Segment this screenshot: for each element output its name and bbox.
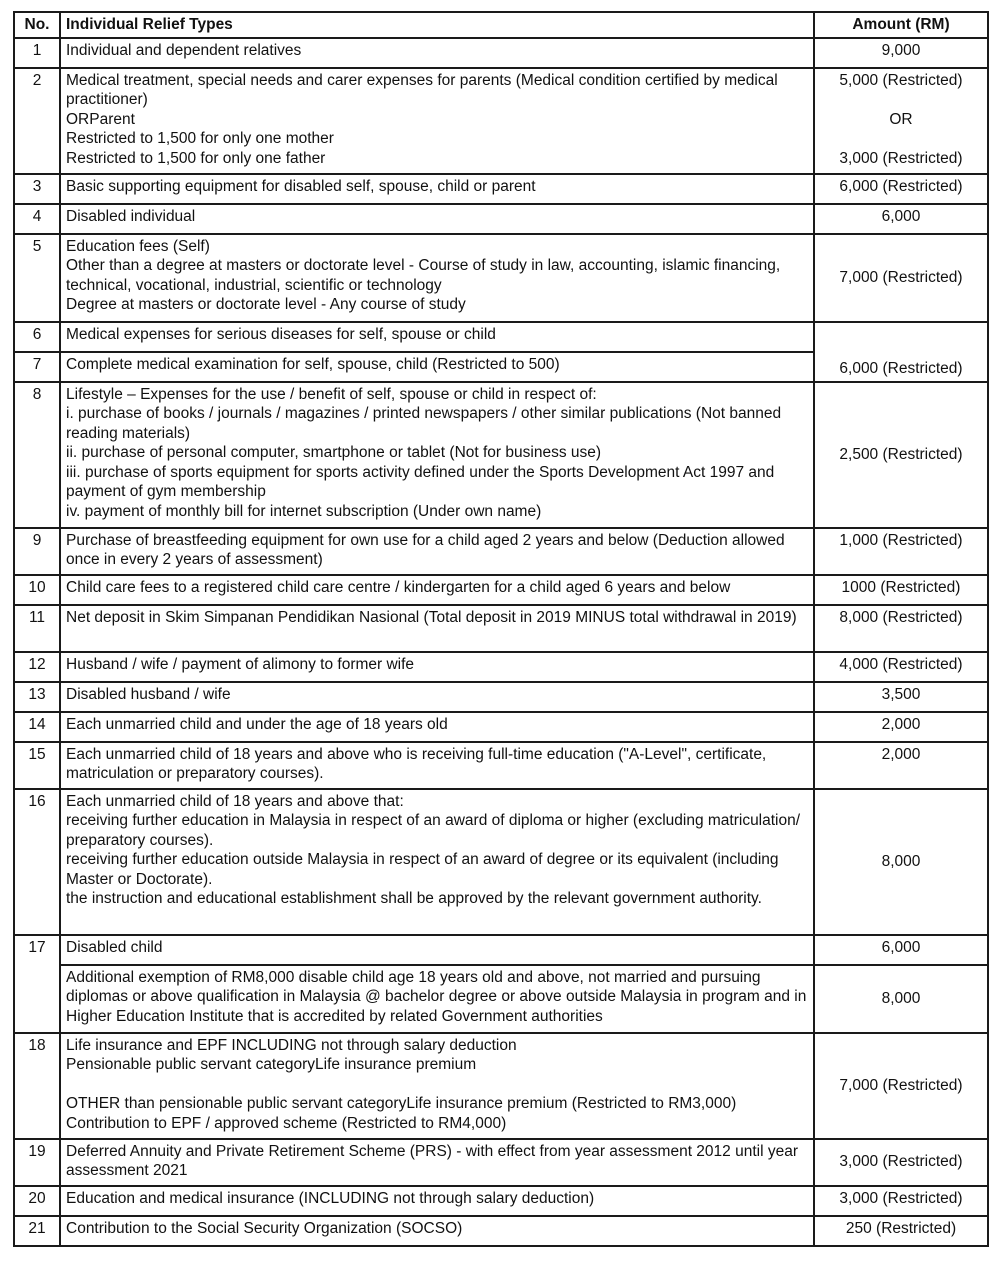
- description-line: i. purchase of books / journals / magazines / printed newspapers / other similar publications (Not banned reading materials): [66, 405, 782, 442]
- description-line: Life insurance and EPF INCLUDING not through salary deduction: [66, 1036, 517, 1054]
- amount-or: OR: [889, 110, 913, 128]
- table-row: [14, 742, 988, 789]
- row-number: 11: [14, 605, 60, 652]
- description-line: OTHER than pensionable public servant categoryLife insurance premium (Restricted to RM3,000): [66, 1095, 737, 1112]
- description-line: receiving further education outside Malaysia in respect of an award of degree or its equivalent (including Master or Doctorate).: [66, 851, 779, 888]
- table-row: [14, 1216, 988, 1246]
- relief-description: [60, 1033, 814, 1139]
- row-number: 2: [14, 68, 60, 174]
- relief-amount: 3,000 (Restricted): [814, 1139, 988, 1186]
- table-row: [14, 234, 988, 322]
- row-number: 17: [14, 935, 60, 1033]
- relief-description: Net deposit in Skim Simpanan Pendidikan Nasional (Total deposit in 2019 MINUS total withdrawal in 2019): [60, 605, 814, 652]
- row-number: 4: [14, 204, 60, 234]
- amount-father: 3,000 (Restricted): [839, 149, 963, 167]
- relief-description: Disabled individual: [60, 204, 814, 234]
- header-no: No.: [14, 12, 60, 38]
- row-number: 3: [14, 174, 60, 204]
- description-line: Each unmarried child of 18 years and above that:: [66, 792, 404, 810]
- relief-description: Additional exemption of RM8,000 disable child age 18 years old and above, not married and pursuing diplomas or above qualification in Malaysia @ bachelor degree or above outside Malaysia in program and in Higher Education Institute that is accredited by related Government authorities: [60, 965, 814, 1033]
- relief-description: Education and medical insurance (INCLUDING not through salary deduction): [60, 1186, 814, 1216]
- relief-amount: 6,000: [814, 204, 988, 234]
- row-number: 10: [14, 575, 60, 605]
- relief-amount: 8,000: [814, 965, 988, 1033]
- table-row: [14, 1033, 988, 1139]
- relief-description: Deferred Annuity and Private Retirement Scheme (PRS) - with effect from year assessment 2012 until year assessment 2021: [60, 1139, 814, 1186]
- row-number: 20: [14, 1186, 60, 1216]
- table-row: [14, 1139, 988, 1186]
- relief-amount: 6,000 (Restricted): [814, 322, 988, 382]
- relief-description: Medical expenses for serious diseases for self, spouse or child: [60, 322, 814, 352]
- table-row: [14, 68, 988, 174]
- relief-amount: 8,000: [814, 789, 988, 935]
- relief-description: Purchase of breastfeeding equipment for own use for a child aged 2 years and below (Deduction allowed once in every 2 years of assessment): [60, 528, 814, 575]
- table-row: [14, 322, 988, 352]
- relief-description: Child care fees to a registered child care centre / kindergarten for a child aged 6 years and below: [60, 575, 814, 605]
- relief-amount: 2,000: [814, 712, 988, 742]
- relief-description: Each unmarried child and under the age of 18 years old: [60, 712, 814, 742]
- relief-amount: 3,000 (Restricted): [814, 1186, 988, 1216]
- relief-amount: 1000 (Restricted): [814, 575, 988, 605]
- row-number: 5: [14, 234, 60, 322]
- description-line: Restricted to 1,500 for only one father: [66, 149, 326, 167]
- relief-amount: 3,500: [814, 682, 988, 712]
- table-row: [14, 682, 988, 712]
- description-line: Degree at masters or doctorate level - Any course of study: [66, 296, 466, 313]
- description-line: Other than a degree at masters or doctorate level - Course of study in law, accounting, islamic financing, technical, vocational, industrial, scientific or technology: [66, 257, 781, 294]
- relief-description: Basic supporting equipment for disabled self, spouse, child or parent: [60, 174, 814, 204]
- description-line: ORParent: [66, 110, 135, 128]
- row-number: 13: [14, 682, 60, 712]
- row-number: 9: [14, 528, 60, 575]
- table-row: [14, 174, 988, 204]
- relief-amount: 6,000: [814, 935, 988, 965]
- row-number: 15: [14, 742, 60, 789]
- table-row: [14, 935, 988, 965]
- relief-amount: 9,000: [814, 38, 988, 68]
- row-number: 7: [14, 352, 60, 382]
- table-row: [14, 204, 988, 234]
- row-number: 19: [14, 1139, 60, 1186]
- description-line: ii. purchase of personal computer, smartphone or tablet (Not for business use): [66, 444, 602, 461]
- description-line: receiving further education in Malaysia in respect of an award of diploma or higher (excluding matriculation/ preparatory courses).: [66, 812, 801, 849]
- row-number: 12: [14, 652, 60, 682]
- relief-description: [60, 68, 814, 174]
- table-row: [14, 712, 988, 742]
- relief-description: Husband / wife / payment of alimony to former wife: [60, 652, 814, 682]
- relief-amount: 8,000 (Restricted): [814, 605, 988, 652]
- description-line: the instruction and educational establishment shall be approved by the relevant government authority.: [66, 890, 762, 907]
- row-number: 21: [14, 1216, 60, 1246]
- relief-amount: 1,000 (Restricted): [814, 528, 988, 575]
- row-number: 18: [14, 1033, 60, 1139]
- table-row: [14, 382, 988, 528]
- relief-amount: 6,000 (Restricted): [814, 174, 988, 204]
- description-line: Medical treatment, special needs and carer expenses for parents (Medical condition certified by medical practitioner): [66, 71, 778, 108]
- relief-description: Each unmarried child of 18 years and above who is receiving full-time education ("A-Level", certificate, matriculation or preparatory courses).: [60, 742, 814, 789]
- table-row: [14, 789, 988, 935]
- relief-description: [60, 382, 814, 528]
- header-relief-type: Individual Relief Types: [60, 12, 814, 38]
- table-row: [14, 528, 988, 575]
- relief-amount: 7,000 (Restricted): [814, 1033, 988, 1139]
- row-number: 14: [14, 712, 60, 742]
- relief-description: Individual and dependent relatives: [60, 38, 814, 68]
- description-line: Pensionable public servant categoryLife insurance premium: [66, 1056, 477, 1073]
- description-line: Lifestyle – Expenses for the use / benefit of self, spouse or child in respect of:: [66, 385, 597, 403]
- relief-description: Contribution to the Social Security Organization (SOCSO): [60, 1216, 814, 1246]
- amount-mother: 5,000 (Restricted): [839, 71, 963, 89]
- table-row: [14, 1186, 988, 1216]
- row-number: 6: [14, 322, 60, 352]
- description-line: Education fees (Self): [66, 237, 210, 255]
- description-line: iv. payment of monthly bill for internet subscription (Under own name): [66, 502, 542, 520]
- relief-amount: 7,000 (Restricted): [814, 234, 988, 322]
- relief-description: [60, 789, 814, 935]
- row-number: 1: [14, 38, 60, 68]
- table-row: [14, 652, 988, 682]
- relief-description: Complete medical examination for self, spouse, child (Restricted to 500): [60, 352, 814, 382]
- description-line: Restricted to 1,500 for only one mother: [66, 130, 334, 147]
- table-row: [14, 38, 988, 68]
- relief-amount: [814, 68, 988, 174]
- relief-amount: 4,000 (Restricted): [814, 652, 988, 682]
- relief-description: [60, 234, 814, 322]
- relief-amount: 2,000: [814, 742, 988, 789]
- table-header-row: [14, 12, 988, 38]
- relief-amount: 250 (Restricted): [814, 1216, 988, 1246]
- table-row: [14, 965, 988, 1033]
- relief-amount: 2,500 (Restricted): [814, 382, 988, 528]
- row-number: 8: [14, 382, 60, 528]
- table-row: [14, 575, 988, 605]
- table-row: [14, 605, 988, 652]
- header-amount: Amount (RM): [814, 12, 988, 38]
- row-number: 16: [14, 789, 60, 935]
- relief-table: [13, 11, 989, 1247]
- description-line: iii. purchase of sports equipment for sports activity defined under the Sports Development Act 1997 and payment of gym membership: [66, 463, 775, 500]
- relief-description: Disabled husband / wife: [60, 682, 814, 712]
- description-line: Contribution to EPF / approved scheme (Restricted to RM4,000): [66, 1114, 507, 1132]
- relief-description: Disabled child: [60, 935, 814, 965]
